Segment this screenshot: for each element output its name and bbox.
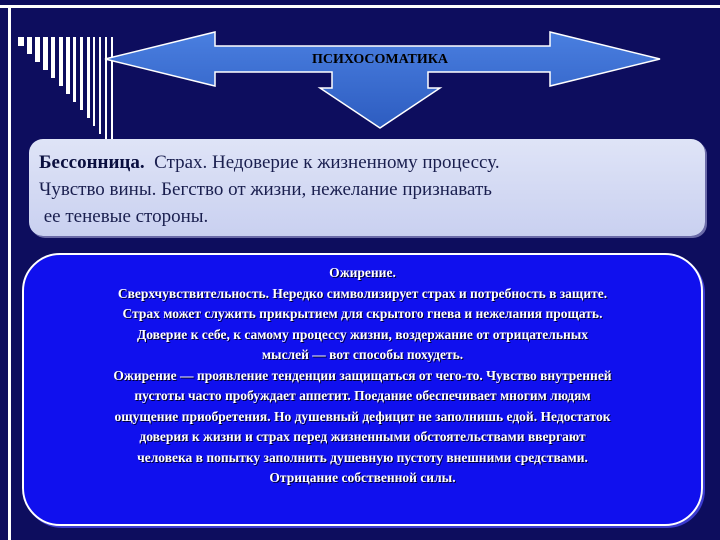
obesity-line: Ожирение. (329, 265, 396, 280)
insomnia-line-1-rest: Страх. Недоверие к жизненному процессу. (144, 152, 500, 173)
insomnia-text (39, 149, 689, 230)
insomnia-line-2: Чувство вины. Бегство от жизни, нежелание признавать (39, 179, 492, 200)
insomnia-line-3: ее теневые стороны. (39, 206, 209, 227)
obesity-line: доверия к жизни и страх перед жизненными обстоятельствами ввергают (139, 429, 586, 444)
obesity-line: Ожирение — проявление тенденции защищаться от чего-то. Чувство внутренней (113, 367, 612, 383)
obesity-line: пустоты часто пробуждает аппетит. Поедание обеспечивает многим людям (134, 388, 591, 403)
obesity-line: человека в попытку заполнить душевную пустоту внешними средствами. (137, 449, 588, 465)
insomnia-line-1 (39, 149, 689, 176)
obesity-line: мыслей — вот способы похудеть. (261, 347, 464, 362)
obesity-text (54, 263, 671, 489)
insomnia-heading: Бессонница. (39, 152, 145, 173)
obesity-line: Отрицание собственной силы. (269, 470, 456, 485)
obesity-line: Страх может служить прикрытием для скрытого гнева и нежелания прощать. (122, 306, 603, 321)
obesity-line: ощущение приобретения. Но душевный дефицит не заполнишь едой. Недостаток (114, 408, 611, 424)
obesity-line: Доверие к себе, к самому процессу жизни, воздержание от отрицательных (136, 326, 589, 342)
insomnia-panel (29, 139, 705, 236)
header-title: ПСИХОСОМАТИКА (312, 52, 448, 67)
obesity-line: Сверхчувствительность. Нередко символизирует страх и потребность в защите. (117, 285, 608, 301)
obesity-panel (22, 253, 703, 526)
